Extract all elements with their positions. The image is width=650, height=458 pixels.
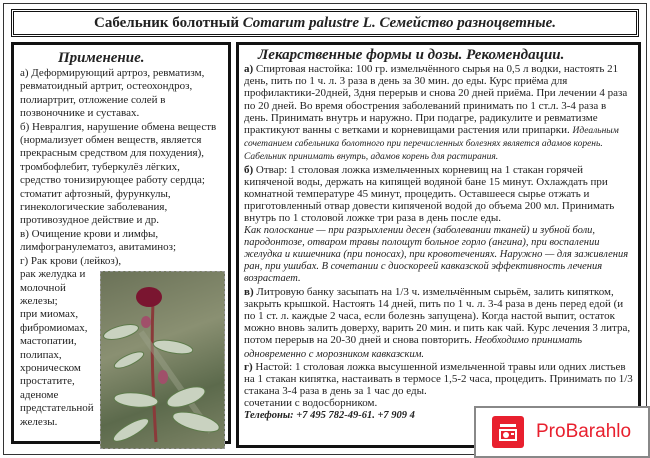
title-latin: Comarum palustre L. [242,15,376,31]
recipe-c [244,286,633,361]
side-line: железы. [20,415,58,428]
recipe-tail: сочетании с водосборником. [244,397,378,410]
side-line: предстательной [20,402,94,415]
probarahlo-logo-icon [492,416,524,448]
usage-panel [11,42,231,444]
recipe-text: Литровую банку засыпать на 1/3 ч. измельчённым сырьём, залить кипятком, закрыть крышкой. Настоять 14 дней, пить по 1 ч. л. 3-4 раза в день перед едой (и по 1 ст. л. каждые 2 часа, если болезнь запущена). Когда настой выпит, остаток можно вновь залить доверху, варить 20 мин. и пить как чай. Курс лечения 3 литра, потом перерыв на 20-30 дней и снова повторить. [244,285,631,347]
watermark[interactable] [474,406,650,458]
dosage-heading: Лекарственные формы и дозы. Рекомендации. [258,47,565,63]
phones: Телефоны: +7 495 782-49-61. +7 909 4 [244,409,415,421]
title-family: Семейство разноцветные. [379,15,557,31]
title-main: Сабельник болотный [93,15,239,31]
watermark-text: ProBarahlo [536,421,632,442]
recipe-note: Как полоскание — при разрыхлении десен (заболевании тканей) и зубной боли, пародонтозе, отваром травы полощут больное горло (ангина), при воспалении желудка и кишечника (при поносах), при кровотечениях. Наружно — для заживления ран, при ушибах. В сочетании с диоскореей кавказской эффективность лечения возрастает. [244,224,629,285]
side-line: фибромиомах, [20,321,88,334]
usage-item: в) Очищение крови и лимфы, лимфогранулематоз, авитаминоз; [20,227,177,254]
plant-photo [100,271,225,449]
page-title [11,9,639,37]
side-line: полипах, [20,348,62,361]
recipe-b [244,164,633,225]
side-line: при миомах, [20,308,79,321]
side-line: молочной [20,281,66,294]
recipe-label: а) [244,63,254,75]
usage-item: б) Невралгия, нарушение обмена веществ (нормализует обмен веществ, является прекрасным средством для похудения), тромбофлебит, туберкулёз лёгких, средство тонизирующее работу сердца; стоматит афтозный, фурункулы, гинекологические заболевания, противозудное действие и др. [20,120,217,227]
recipe-text: Отвар: 1 столовая ложка измельченных корневищ на 1 стакан горячей кипяченой воды, держать на кипящей водяной бане 15 минут. Охлаждать при комнатной температуре 45 минут, процедить. Оставшееся сырье отжать и приготовленный отвар довести кипяченой водой до объема 200 мл. Принимать внутрь по 1 столовой ложке три раза в день после еды. [244,163,615,225]
recipe-text: Настой: 1 столовая ложка высушенной измельченной травы или одних листьев на 1 стакан кипятка, настаивать в термосе 1,5-2 часа, процедить. Принимать по 1/3 стакана 3-4 раза в день за 1 час до еды. [244,360,633,398]
recipe-a [244,63,633,164]
recipe-label: г) [244,360,253,373]
dosage-panel [236,42,641,448]
recipe-d [244,361,633,398]
side-line: рак желудка и [20,268,86,281]
recipe-note: Идеальным сочетанием сабельника болотного при перечисленных болезнях является адамов корень. Сабельник принимать внутрь, адамов корень для растирания. [244,126,619,163]
usage-item: г) Рак крови (лейкоз), [20,254,122,267]
recipe-label: б) [244,163,254,176]
recipe-label: в) [244,285,254,298]
recipe-note: Необходимо принимать одновременно с морозником кавказским. [244,335,583,360]
usage-side-list [20,268,94,449]
recipe-text: Спиртовая настойка: 100 гр. измельчённого сырья на 0,5 л водки, настоять 21 день, пить по 1 ч. л. 3 раза в день за 30 мин. до еды. Курс приёма для профилактики-20дней, 3дня перерыв и снова 20 дней приёма. При лечении 4 раза по 20 дней. Во время обострения заболеваний принимать по 1 ст.л. 3-4 раза в день. Принимать внутрь и наружно. При подагре, радикулите и ревматизме практикуют ванны с ветками и корневищами растения или припарки. [244,63,628,137]
side-line: аденоме [20,388,59,401]
side-line: хроническом [20,361,81,374]
side-line: простатите, [20,375,75,388]
usage-item: а) Деформирующий артроз, ревматизм, ревматоидный артрит, остеохондроз, полиартрит, отложение солей в позвоночнике и суставах. [20,67,205,120]
side-line: железы; [20,294,58,307]
side-line: мастопатии, [20,335,77,348]
usage-heading: Применение. [58,50,145,66]
